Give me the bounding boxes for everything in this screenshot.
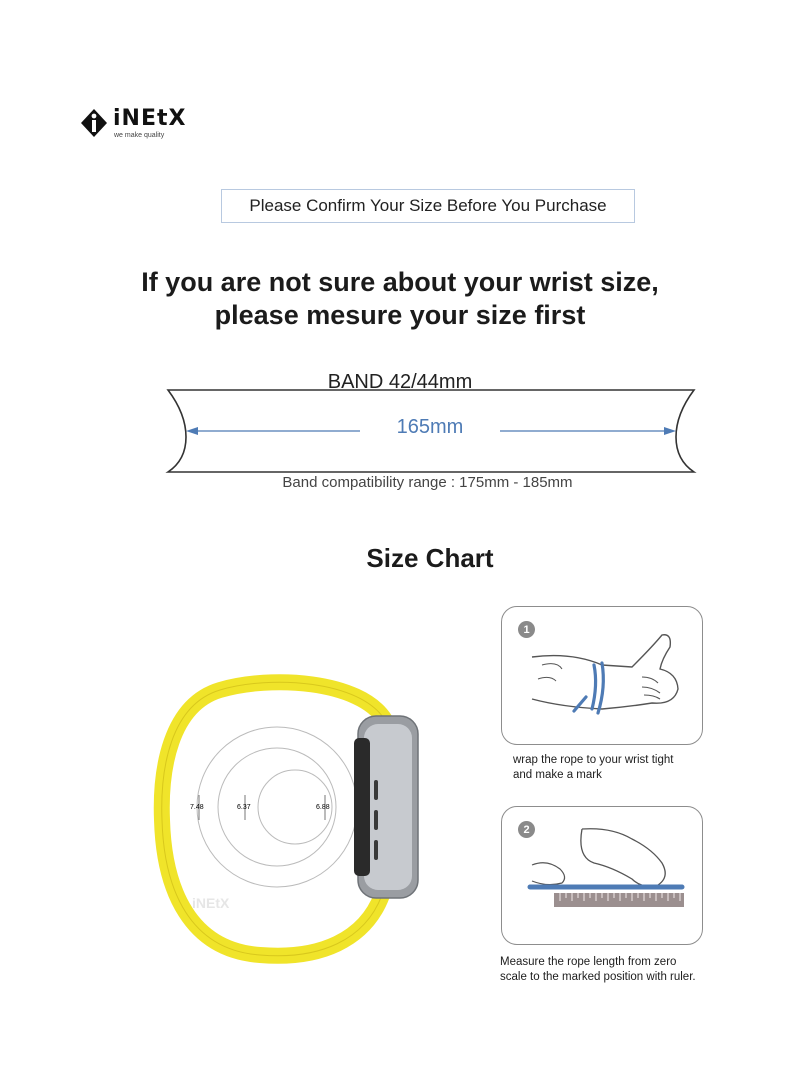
page-headline	[80, 266, 720, 332]
step-1-card	[501, 606, 703, 745]
headline-line-1: If you are not sure about your wrist size,	[141, 267, 659, 297]
step-1-caption-line-2: and make a mark	[513, 769, 602, 781]
brand-name: iNEtX	[113, 106, 187, 131]
band-size-label: BAND 42/44mm	[327, 371, 473, 393]
watch-band-illustration	[150, 650, 440, 980]
arrow-left-head	[186, 427, 198, 435]
step-2-caption-line-2: scale to the marked position with ruler.	[500, 971, 696, 983]
ring-label-inner: 6.88	[316, 804, 330, 811]
step-2-number: 2	[518, 821, 535, 838]
step-1-number: 1	[518, 621, 535, 638]
watch-back-sensor	[354, 738, 370, 876]
ring-label-middle: 6.37	[237, 804, 251, 811]
step-2-caption	[500, 955, 760, 985]
wrist-wrap-illustration	[502, 607, 702, 743]
step-2-card	[501, 806, 703, 945]
rope	[574, 663, 603, 713]
arrow-right-head	[664, 427, 676, 435]
brand-tagline: we make quality	[114, 132, 165, 139]
band-loop	[162, 682, 385, 956]
size-confirm-notice-text: Please Confirm Your Size Before You Purchase	[249, 196, 607, 215]
watermark: iNEtX	[192, 895, 230, 911]
ring-outer	[197, 727, 357, 887]
hand-outline	[581, 829, 665, 886]
step-1-caption-line-1: wrap the rope to your wrist tight	[513, 754, 674, 766]
size-chart-title: Size Chart	[366, 543, 494, 573]
forearm-outline	[532, 635, 678, 709]
band-length-value: 165mm	[360, 416, 500, 439]
step-1-caption	[513, 753, 743, 783]
step-2-caption-line-1: Measure the rope length from zero	[500, 956, 677, 968]
ruler	[554, 893, 684, 907]
headline-line-2: please mesure your size first	[214, 300, 586, 330]
size-confirm-notice	[221, 189, 635, 223]
ring-label-outer: 7.48	[190, 804, 204, 811]
brand-logo-icon	[80, 108, 108, 138]
ruler-measure-illustration	[502, 807, 702, 943]
band-compatibility-range: Band compatibility range : 175mm - 185mm	[282, 474, 573, 491]
brand-logo	[80, 106, 200, 142]
